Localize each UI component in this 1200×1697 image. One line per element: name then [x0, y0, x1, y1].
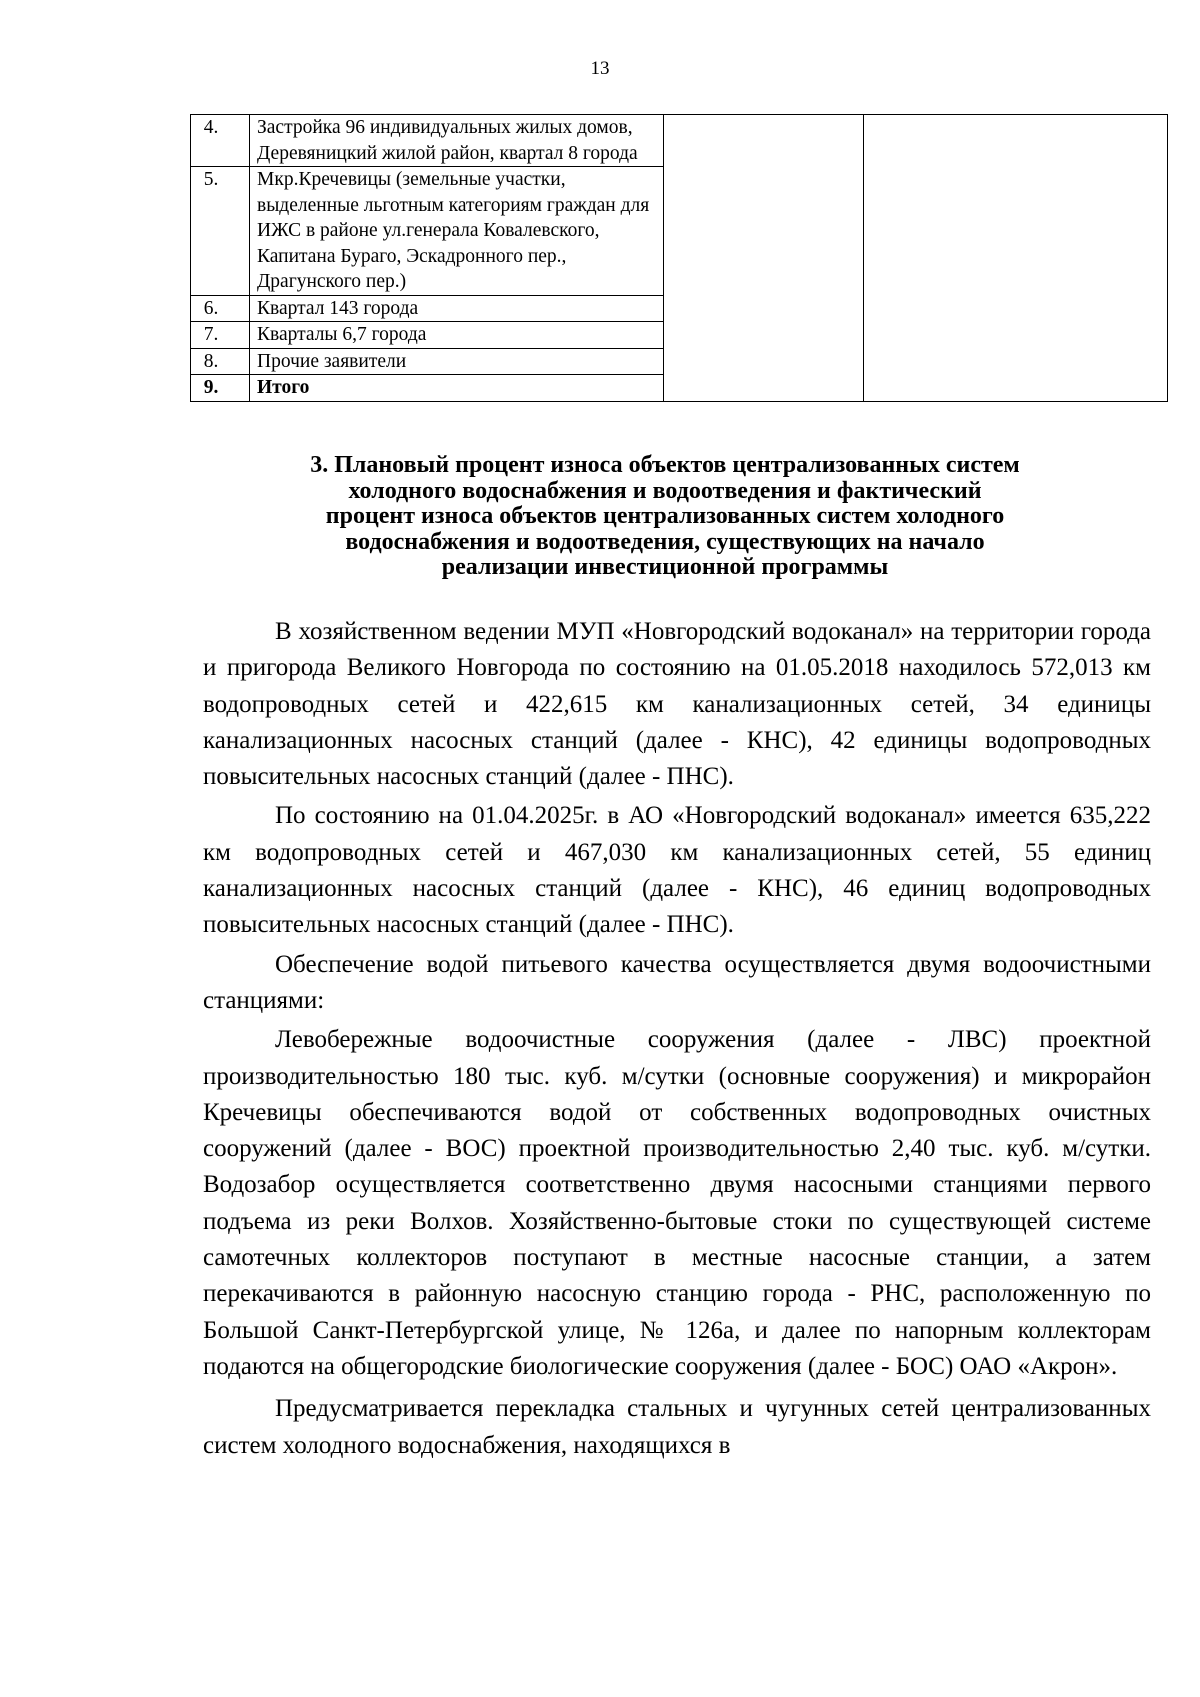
empty-column-cell [664, 115, 864, 402]
row-number: 6. [191, 295, 250, 322]
heading-line: холодного водоснабжения и водоотведения и фактический [348, 477, 982, 504]
row-text: Прочие заявители [250, 348, 664, 375]
row-text: Квартал 143 города [250, 295, 664, 322]
heading-line: процент износа объектов централизованных систем холодного [325, 503, 1005, 529]
paragraph: Левобережные водоочистные сооружения (далее - ЛВС) проектной производительностью 180 тыс. куб. м/сутки (основные сооружения) и микрорайон Кречевицы обеспечиваются водой от собственных водопроводных очистных сооружений (далее - ВОС) проектной производительностью 2,40 тыс. куб. м/сутки. Водозабор осуществляется соответственно двумя насосными станциями первого подъема из реки Волхов. Хозяйственно-бытовые стоки по существующей системе самотечных коллекторов поступают в местные насосные станции, а затем перекачиваются в районную насосную станцию города - РНС, расположенную по Большой Санкт-Петербургской улице, № 126а, и далее по напорным коллекторам подаются на общегородские биологические сооружения (далее - БОС) ОАО «Акрон». [203, 1026, 1151, 1380]
page-number: 13 [590, 58, 610, 79]
row-number: 5. [191, 167, 250, 296]
paragraph: Обеспечение водой питьевого качества осуществляется двумя водоочистными станциями: [203, 950, 1151, 1014]
paragraph: Предусматривается перекладка стальных и чугунных сетей централизованных систем холодного водоснабжения, находящихся в [203, 1395, 1151, 1459]
section-heading [200, 453, 1130, 581]
row-number: 9. [191, 375, 250, 402]
paragraph: В хозяйственном ведении МУП «Новгородский водоканал» на территории города и пригорода Великого Новгорода по состоянию на 01.05.2018 находилось 572,013 км водопроводных сетей и 422,615 км канализационных сетей, 34 единицы канализационных насосных станций (далее - КНС), 42 единицы водопроводных повысительных насосных станций (далее - ПНС). [203, 618, 1151, 791]
heading-line: водоснабжения и водоотведения, существующих на начало [345, 528, 985, 555]
table-row [191, 115, 1168, 167]
data-table [190, 114, 1168, 402]
heading-line: реализации инвестиционной программы [441, 554, 889, 580]
row-number: 7. [191, 322, 250, 349]
row-number: 4. [191, 115, 250, 167]
row-text: Мкр.Кречевицы (земельные участки, выделенные льготным категориям граждан для ИЖС в районе ул.генерала Ковалевского, Капитана Бураго, Эскадронного пер., Драгунского пер.) [250, 167, 664, 296]
row-text: Кварталы 6,7 города [250, 322, 664, 349]
heading-line: 3. Плановый процент износа объектов централизованных систем [310, 452, 1020, 478]
empty-column-cell [864, 115, 1168, 402]
body-text [203, 614, 1151, 1464]
row-text: Итого [250, 375, 664, 402]
row-number: 8. [191, 348, 250, 375]
row-text: Застройка 96 индивидуальных жилых домов, Деревяницкий жилой район, квартал 8 города [250, 115, 664, 167]
paragraph: По состоянию на 01.04.2025г. в АО «Новгородский водоканал» имеется 635,222 км водопроводных сетей и 467,030 км канализационных сетей, 55 единиц канализационных насосных станций (далее - КНС), 46 единиц водопроводных повысительных насосных станций (далее - ПНС). [203, 802, 1151, 939]
